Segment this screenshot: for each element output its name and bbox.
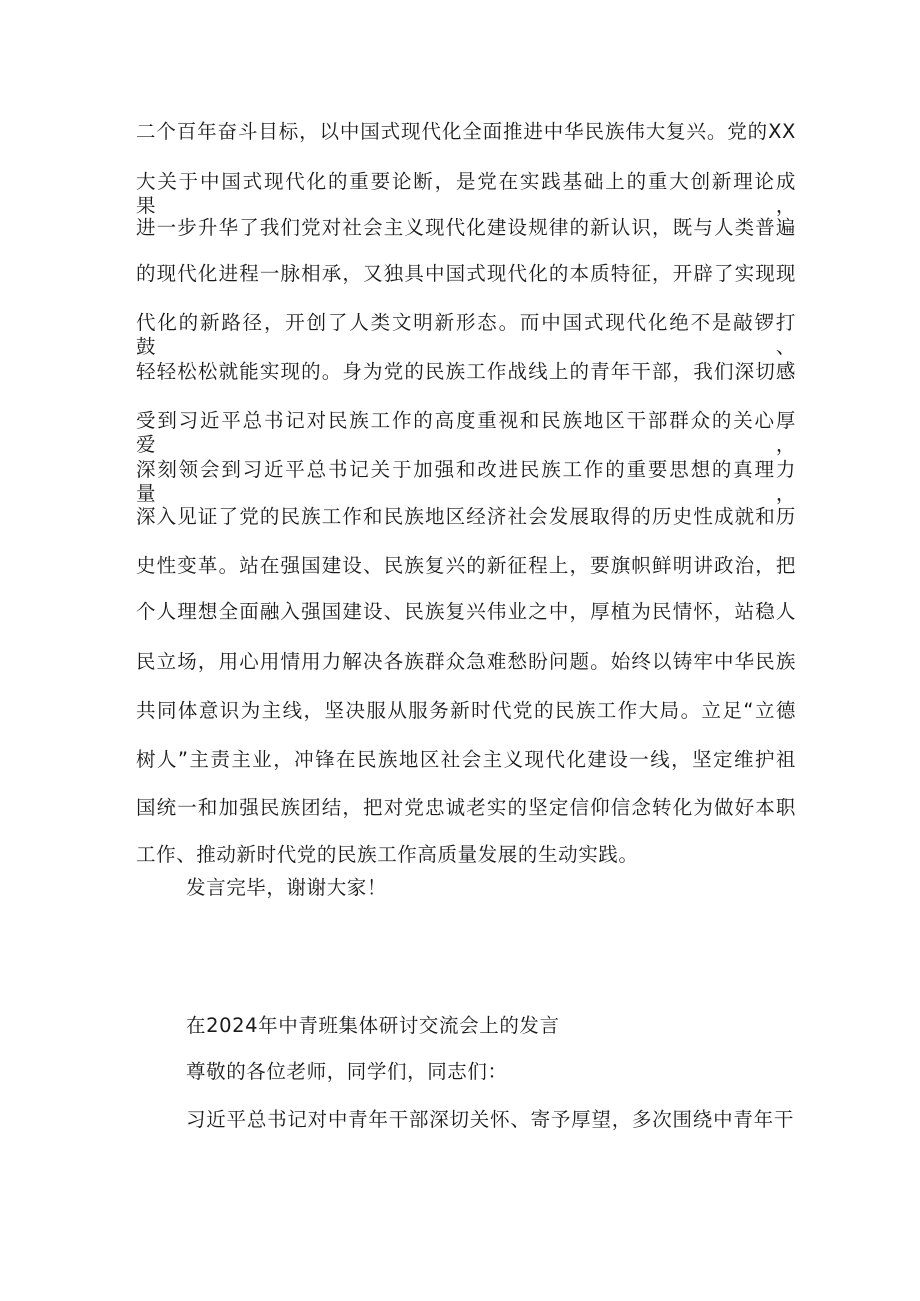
paragraph-line: 树人”主责主业，冲锋在民族地区社会主义现代化建设一线，坚定维护祖	[136, 748, 796, 771]
paragraph-line: 二个百年奋斗目标，以中国式现代化全面推进中华民族伟大复兴。党的XX	[136, 120, 796, 143]
paragraph-line: 轻轻松松就能实现的。身为党的民族工作战线上的青年干部，我们深切感	[136, 360, 796, 383]
paragraph-line: 民立场，用心用情用力解决各族群众急难愁盼问题。始终以铸牢中华民族	[136, 650, 796, 673]
paragraph-line: 个人理想全面融入强国建设、民族复兴伟业之中，厚植为民情怀，站稳人	[136, 600, 796, 623]
paragraph-line: 的现代化进程一脉相承，又独具中国式现代化的本质特征，开辟了实现现	[136, 262, 796, 285]
paragraph-line: 深刻领会到习近平总书记关于加强和改进民族工作的重要思想的真理力量，	[136, 458, 796, 505]
paragraph-line: 共同体意识为主线，坚决服从服务新时代党的民族工作大局。立足“立德	[136, 699, 796, 722]
closing-remark: 发言完毕，谢谢大家！	[186, 876, 388, 899]
paragraph-line: 工作、推动新时代党的民族工作高质量发展的生动实践。	[136, 843, 639, 866]
paragraph-line: 习近平总书记对中青年干部深切关怀、寄予厚望，多次围绕中青年干	[186, 1108, 794, 1131]
salutation: 尊敬的各位老师，同学们，同志们：	[186, 1060, 508, 1083]
paragraph-line: 史性变革。站在强国建设、民族复兴的新征程上，要旗帜鲜明讲政治，把	[136, 554, 796, 577]
paragraph-line: 受到习近平总书记对民族工作的高度重视和民族地区干部群众的关心厚爱，	[136, 409, 796, 456]
paragraph-line: 国统一和加强民族团结，把对党忠诚老实的坚定信仰信念转化为做好本职	[136, 796, 796, 819]
paragraph-line: 深入见证了党的民族工作和民族地区经济社会发展取得的历史性成就和历	[136, 505, 796, 528]
paragraph-line: 大关于中国式现代化的重要论断，是党在实践基础上的重大创新理论成果，	[136, 170, 796, 217]
paragraph-line: 代化的新路径，开创了人类文明新形态。而中国式现代化绝不是敲锣打鼓、	[136, 311, 796, 358]
paragraph-line: 进一步升华了我们党对社会主义现代化建设规律的新认识，既与人类普遍	[136, 216, 796, 239]
speech-title: 在2024年中青班集体研讨交流会上的发言	[186, 1014, 560, 1037]
